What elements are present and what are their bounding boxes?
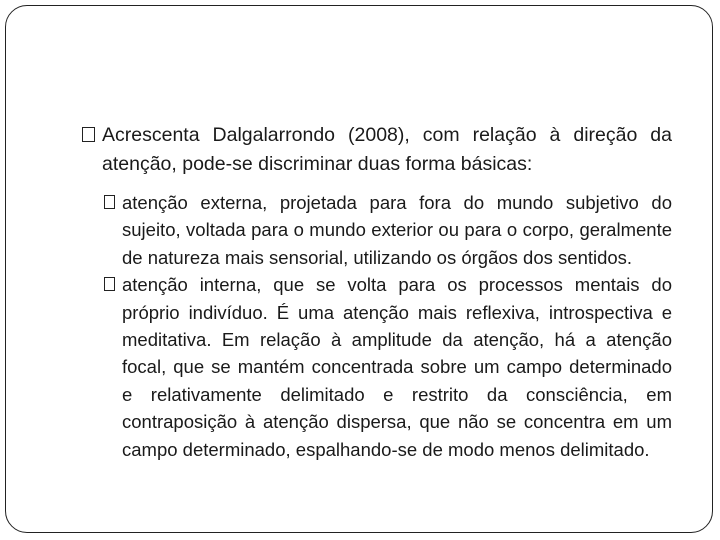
bullet-box-icon xyxy=(104,195,115,209)
sub-bullet-term: atenção externa xyxy=(122,192,263,213)
main-bullet-text: Acrescenta Dalgalarrondo (2008), com relação à direção da atenção, pode-se discriminar duas forma básicas: xyxy=(102,124,672,175)
sub-bullet-internal xyxy=(82,271,672,463)
slide-content xyxy=(82,121,672,540)
bullet-box-icon xyxy=(104,277,115,291)
sub-bullet-list xyxy=(82,189,672,463)
bullet-box-icon xyxy=(82,127,95,142)
main-bullet xyxy=(82,121,672,179)
sub-bullet-text: , que se volta para os processos mentais do próprio indivíduo. É uma atenção mais reflexiva, introspectiva e meditativa. Em relação à amplitude da atenção, há a atenção focal, que se mantém concentrada sobre um campo determinado e relativamente delimitado e restrito da consciência, em contraposição à atenção dispersa, que não se concentra em um campo determinado, espalhando-se de modo menos delimitado. xyxy=(122,274,672,460)
sub-bullet-text: , projetada para fora do mundo subjetivo do sujeito, voltada para o mundo exterior ou para o corpo, geralmente de natureza mais sensorial, utilizando os órgãos dos sentidos. xyxy=(122,192,672,268)
sub-bullet-external xyxy=(82,189,672,271)
sub-bullet-term: atenção interna xyxy=(122,274,257,296)
